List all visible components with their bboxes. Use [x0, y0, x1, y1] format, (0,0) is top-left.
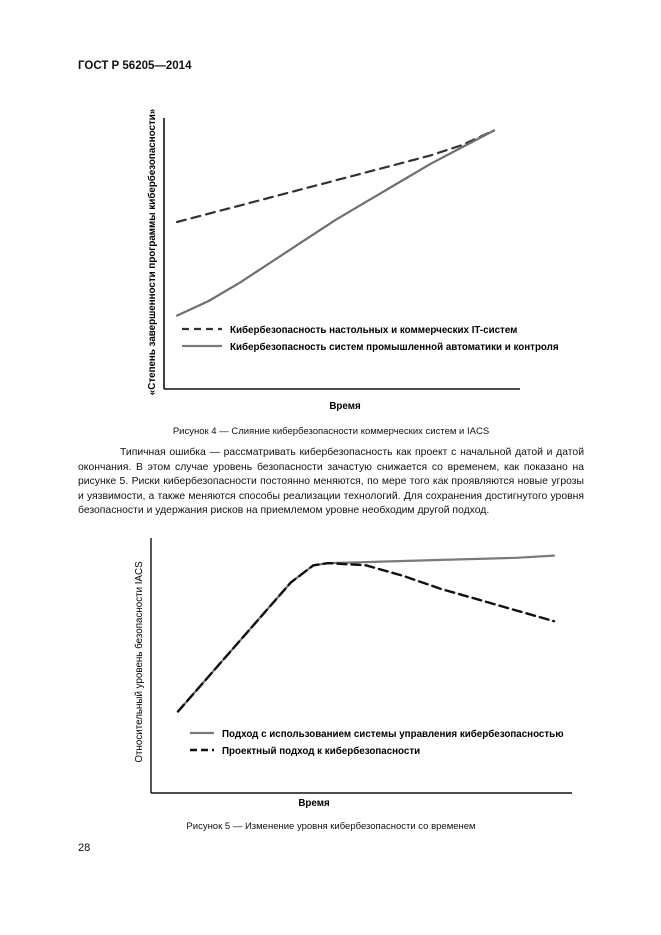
- page-number: 28: [78, 842, 91, 854]
- figure-4-caption: Рисунок 4 — Слияние кибербезопасности коммерческих систем и IACS: [172, 426, 490, 437]
- figure-5-caption: Рисунок 5 — Изменение уровня кибербезопасности со временем: [186, 821, 476, 832]
- fig4-legend-dashed-label: Кибербезопасность настольных и коммерческих IT-систем: [230, 325, 518, 336]
- document-header: ГОСТ Р 56205—2014: [78, 60, 192, 72]
- fig5-x-label: Время: [298, 798, 330, 809]
- fig5-legend-dashed-label: Проектный подход к кибербезопасности: [222, 746, 421, 757]
- body-paragraph: Типичная ошибка — рассматривать кибербезопасность как проект с начальной датой и датой окончания. В этом случае уровень безопасности зачастую снижается со временем, как показано на рисунке 5. Риски кибербезопасности постоянно меняются, по мере того как проявляются новые угрозы и уязвимости, а также меняются способы реализации технологий. Для сохранения достигнутого уровня безопасности и удержания рисков на приемлемом уровне необходим другой подход.: [78, 447, 584, 517]
- fig5-series-solid: [178, 556, 554, 712]
- fig5-y-label: Относительный уровень безопасности IACS: [134, 561, 145, 763]
- fig5-series-dashed: [178, 563, 554, 711]
- fig4-y-label: «Степень завершенности программы кибербезопасности»: [147, 108, 158, 396]
- fig4-legend-solid-label: Кибербезопасность систем промышленной автоматики и контроля: [230, 342, 559, 353]
- fig4-x-label: Время: [329, 401, 361, 412]
- fig5-legend-solid-label: Подход с использованием системы управления кибербезопасностью: [222, 729, 564, 740]
